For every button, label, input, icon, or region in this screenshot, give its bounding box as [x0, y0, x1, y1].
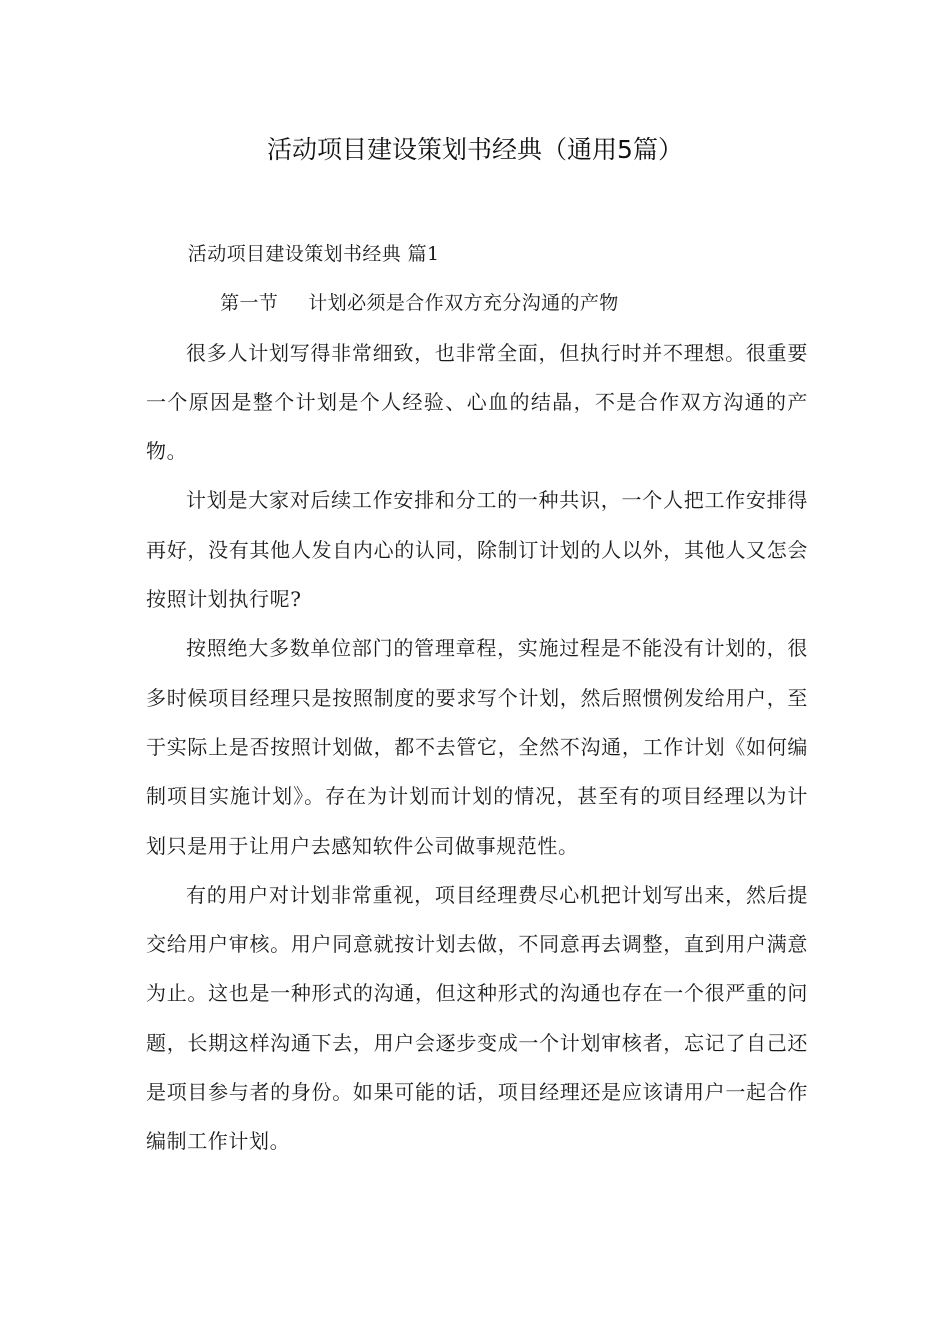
paragraph-2: 计划是大家对后续工作安排和分工的一种共识，一个人把工作安排得再好，没有其他人发自内心的认同，除制订计划的人以外，其他人又怎会按照计划执行呢? — [146, 488, 808, 612]
section-heading — [146, 279, 808, 328]
document-body — [146, 230, 808, 1167]
article-heading: 活动项目建设策划书经典 篇1 — [187, 243, 440, 265]
paragraph-3: 按照绝大多数单位部门的管理章程，实施过程是不能没有计划的，很多时候项目经理只是按照制度的要求写个计划，然后照惯例发给用户，至于实际上是否按照计划做，都不去管它，全然不沟通，工作计划《如何编制项目实施计划》。存在为计划而计划的情况，甚至有的项目经理以为计划只是用于让用户去感知软件公司做事规范性。 — [146, 636, 808, 858]
document-title: 活动项目建设策划书经典（通用5篇） — [267, 135, 683, 164]
section-label: 第一节 — [220, 292, 279, 315]
paragraph-4: 有的用户对计划非常重视，项目经理费尽心机把计划写出来，然后提交给用户审核。用户同意就按计划去做，不同意再去调整，直到用户满意为止。这也是一种形式的沟通，但这种形式的沟通也存在一个很严重的问题，长期这样沟通下去，用户会逐步变成一个计划审核者，忘记了自己还是项目参与者的身份。如果可能的话，项目经理还是应该请用户一起合作编制工作计划。 — [146, 882, 808, 1154]
section-title: 计划必须是合作双方充分沟通的产物 — [308, 292, 619, 315]
paragraph-1: 很多人计划写得非常细致，也非常全面，但执行时并不理想。很重要一个原因是整个计划是个人经验、心血的结晶，不是合作双方沟通的产物。 — [146, 340, 808, 464]
